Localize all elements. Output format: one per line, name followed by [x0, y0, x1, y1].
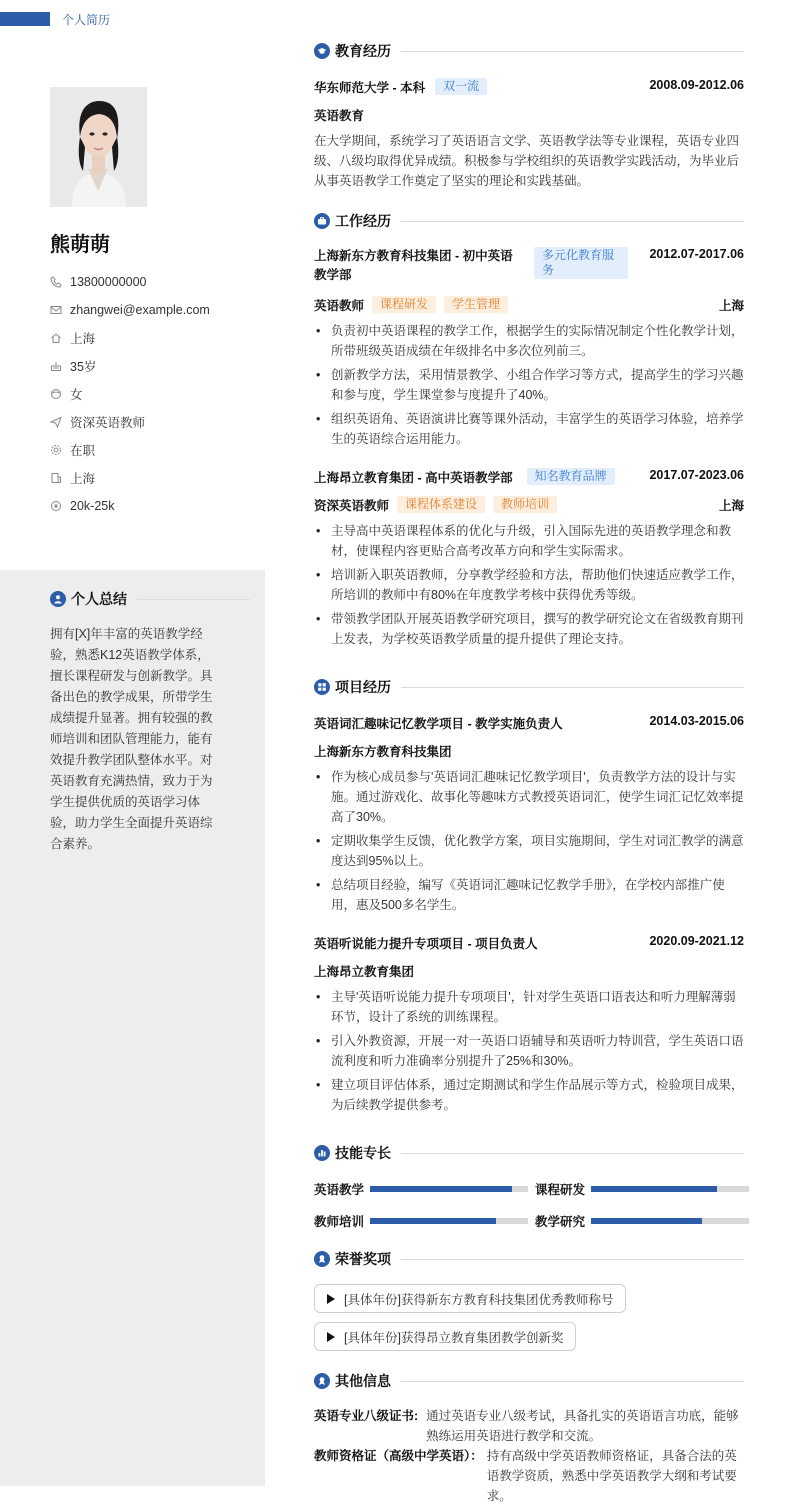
job-role-row — [314, 296, 744, 314]
job-city: 上海 — [718, 499, 744, 513]
project-org: 上海新东方教育科技集团 — [314, 745, 452, 759]
skill-item — [314, 1180, 528, 1198]
briefcase-icon — [314, 213, 330, 229]
job-row — [314, 468, 744, 486]
job-skill-tag: 学生管理 — [444, 296, 508, 313]
job-role: 英语教师 — [314, 299, 365, 313]
projects-section-header — [314, 677, 744, 697]
other-section-header — [314, 1371, 744, 1391]
education-desc: 在大学期间，系统学习了英语语言文学、英语教学法等专业课程，英语专业四级、八级均取得优异成绩。积极参与学校组织的英语教学实践活动，为毕业后从事英语教学工作奠定了坚实的理论和实践基础。 — [314, 134, 740, 188]
salary-text: 20k-25k — [70, 499, 115, 513]
job-skill-tag: 课程体系建设 — [397, 496, 485, 513]
skill-bar-fill — [591, 1186, 717, 1192]
honors-section-header — [314, 1249, 744, 1269]
award-icon — [314, 1251, 330, 1267]
skill-bar-fill — [370, 1218, 496, 1224]
skill-item — [535, 1212, 749, 1230]
info-email — [50, 296, 210, 324]
send-icon — [50, 416, 62, 428]
grid-icon — [314, 679, 330, 695]
honor-item[interactable] — [314, 1322, 576, 1351]
job-date: 2012.07-2017.06 — [649, 247, 744, 261]
list-item: • 主导高中英语课程体系的优化与升级，引入国际先进的英语教学理念和教材，使课程内容更贴合高考改革方向和学生实际需求。 — [314, 521, 744, 561]
skill-bar — [591, 1186, 749, 1192]
list-item: • 总结项目经验，编写《英语词汇趣味记忆教学手册》，在学校内部推广使用，惠及500多名学生。 — [314, 875, 744, 915]
skill-bar — [370, 1218, 528, 1224]
job-company: 上海昂立教育集团 - 高中英语教学部 — [314, 471, 513, 485]
header-label: 个人简历 — [62, 13, 111, 27]
list-item: • 培训新入职英语教师，分享教学经验和方法，帮助他们快速适应教学工作，所培训的教师中有80%在年度教学考核中获得优秀等级。 — [314, 565, 744, 605]
honor-text: [具体年份]获得昂立教育集团教学创新奖 — [344, 1330, 564, 1345]
play-icon — [327, 1294, 335, 1304]
skill-item — [314, 1212, 528, 1230]
skill-name: 英语教学 — [314, 1183, 365, 1197]
info-phone — [50, 268, 210, 296]
education-title: 教育经历 — [335, 43, 391, 59]
list-item: • 引入外教资源，开展一对一英语口语辅导和英语听力特训营，学生英语口语流利度和听力准确率分别提升了25%和30%。 — [314, 1031, 744, 1071]
address-text: 上海 — [70, 332, 96, 346]
play-icon — [327, 1332, 335, 1342]
education-tag: 双一流 — [435, 78, 487, 95]
coin-icon — [50, 500, 62, 512]
list-item: • 定期收集学生反馈，优化教学方案，项目实施期间，学生对词汇教学的满意度达到95%以上。 — [314, 831, 744, 871]
award-icon — [314, 1373, 330, 1389]
gear-icon — [50, 444, 62, 456]
project-org: 上海昂立教育集团 — [314, 965, 415, 979]
skill-bar — [591, 1218, 749, 1224]
project-bullets — [314, 987, 744, 1119]
summary-title: 个人总结 — [71, 591, 127, 607]
mail-icon — [50, 304, 62, 316]
skill-bar-fill — [370, 1186, 512, 1192]
project-row — [314, 934, 744, 952]
city-text: 上海 — [70, 472, 96, 486]
skill-item — [535, 1180, 749, 1198]
info-salary — [50, 492, 210, 520]
job-bullets — [314, 321, 744, 453]
profile-name: 熊萌萌 — [50, 234, 110, 256]
info-age — [50, 352, 210, 380]
other-key: 英语专业八级证书: — [314, 1409, 419, 1423]
info-gender — [50, 380, 210, 408]
phone-icon — [50, 276, 62, 288]
job-skill-tag: 课程研发 — [372, 296, 436, 313]
graduation-cap-icon — [314, 43, 330, 59]
job-role: 资深英语教师 — [314, 499, 390, 513]
job-date: 2017.07-2023.06 — [649, 468, 744, 482]
other-title: 其他信息 — [335, 1373, 391, 1389]
bar-chart-icon — [314, 1145, 330, 1161]
job-city: 上海 — [718, 299, 744, 313]
list-item: • 作为核心成员参与'英语词汇趣味记忆教学项目'，负责教学方法的设计与实施。通过游戏化、故事化等趣味方式教授英语词汇，使学生词汇记忆效率提高了30%。 — [314, 767, 744, 827]
project-date: 2014.03-2015.06 — [649, 714, 744, 728]
list-item: • 建立项目评估体系，通过定期测试和学生作品展示等方式，检验项目成果，为后续教学提供参考。 — [314, 1075, 744, 1115]
education-section-header — [314, 41, 744, 61]
age-text: 35岁 — [70, 360, 97, 374]
section-divider — [401, 1381, 744, 1382]
job-company: 上海新东方教育科技集团 - 初中英语教学部 — [314, 249, 513, 282]
cake-icon — [50, 360, 62, 372]
honor-item[interactable] — [314, 1284, 626, 1313]
project-org-row — [314, 962, 744, 980]
email-text: zhangwei@example.com — [70, 303, 210, 317]
list-item: • 主导'英语听说能力提升专项项目'，针对学生英语口语表达和听力理解薄弱环节，设计了系统的训练课程。 — [314, 987, 744, 1027]
info-city — [50, 464, 210, 492]
education-major-row — [314, 106, 744, 124]
title-text: 资深英语教师 — [70, 416, 146, 430]
skill-name: 课程研发 — [535, 1183, 586, 1197]
other-item — [314, 1446, 744, 1506]
education-date: 2008.09-2012.06 — [649, 78, 744, 92]
job-tag: 多元化教育服务 — [534, 247, 628, 279]
phone-text: 13800000000 — [70, 275, 147, 289]
work-title: 工作经历 — [335, 213, 391, 229]
project-name: 英语听说能力提升专项项目 - 项目负责人 — [314, 937, 538, 951]
info-title — [50, 408, 210, 436]
job-bullets — [314, 521, 744, 653]
project-org-row — [314, 742, 744, 760]
profile-photo — [50, 87, 147, 207]
project-date: 2020.09-2021.12 — [649, 934, 744, 948]
job-tag: 知名教育品牌 — [527, 468, 615, 485]
honor-text: [具体年份]获得新东方教育科技集团优秀教师称号 — [344, 1292, 614, 1307]
projects-title: 项目经历 — [335, 679, 391, 695]
home-icon — [50, 332, 62, 344]
skills-section-header — [314, 1143, 744, 1163]
building-icon — [50, 472, 62, 484]
other-value: 持有高级中学英语教师资格证，具备合法的英语教学资质，熟悉中学英语教学大纲和考试要求。 — [486, 1449, 737, 1503]
education-major: 英语教育 — [314, 109, 365, 123]
profile-info-list — [50, 268, 210, 520]
education-row — [314, 78, 744, 96]
skill-bar — [370, 1186, 528, 1192]
skill-bar-fill — [591, 1218, 702, 1224]
section-divider — [401, 221, 744, 222]
work-section-header — [314, 211, 744, 231]
other-key: 教师资格证（高级中学英语）： — [314, 1449, 483, 1463]
job-role-row — [314, 496, 744, 514]
info-status — [50, 436, 210, 464]
other-value: 通过英语专业八级考试，具备扎实的英语语言功底，能够熟练运用英语进行教学和交流。 — [426, 1409, 739, 1443]
section-divider — [137, 599, 250, 600]
summary-section-header — [50, 589, 250, 609]
info-address — [50, 324, 210, 352]
summary-text: 拥有[X]年丰富的英语教学经验，熟悉K12英语教学体系，擅长课程研发与创新教学。具备出色的教学成果，所带学生成绩提升显著。拥有较强的教师培训和团队管理能力，能有效提升教学团队整体水平。对英语教育充满热情，致力于为学生提供优质的英语学习体验，助力学生全面提升英语综合素养。 — [50, 627, 213, 851]
project-row — [314, 714, 744, 732]
skill-name: 教学研究 — [535, 1215, 586, 1229]
user-icon — [50, 591, 66, 607]
section-divider — [401, 1259, 744, 1260]
education-school: 华东师范大学 - 本科 — [314, 81, 426, 95]
section-divider — [401, 687, 744, 688]
job-skill-tag: 教师培训 — [493, 496, 557, 513]
status-text: 在职 — [70, 444, 96, 458]
gender-icon — [50, 388, 62, 400]
skill-name: 教师培训 — [314, 1215, 365, 1229]
skills-title: 技能专长 — [335, 1145, 391, 1161]
honors-title: 荣誉奖项 — [335, 1251, 391, 1267]
list-item: • 创新教学方法，采用情景教学、小组合作学习等方式，提高学生的学习兴趣和参与度，学生课堂参与度提升了40%。 — [314, 365, 744, 405]
list-item: • 负责初中英语课程的教学工作，根据学生的实际情况制定个性化教学计划，所带班级英语成绩在年级排名中多次位列前三。 — [314, 321, 744, 361]
section-divider — [401, 1153, 744, 1154]
project-bullets — [314, 767, 744, 919]
other-item — [314, 1406, 744, 1446]
list-item: • 带领教学团队开展英语教学研究项目，撰写的教学研究论文在省级教育期刊上发表，为学校英语教学质量的提升提供了理论支持。 — [314, 609, 744, 649]
header-accent-bar — [0, 12, 50, 26]
list-item: • 组织英语角、英语演讲比赛等课外活动，丰富学生的英语学习体验，培养学生的英语综合运用能力。 — [314, 409, 744, 449]
job-row — [314, 247, 744, 285]
section-divider — [401, 51, 744, 52]
project-name: 英语词汇趣味记忆教学项目 - 教学实施负责人 — [314, 717, 563, 731]
gender-text: 女 — [70, 388, 83, 402]
